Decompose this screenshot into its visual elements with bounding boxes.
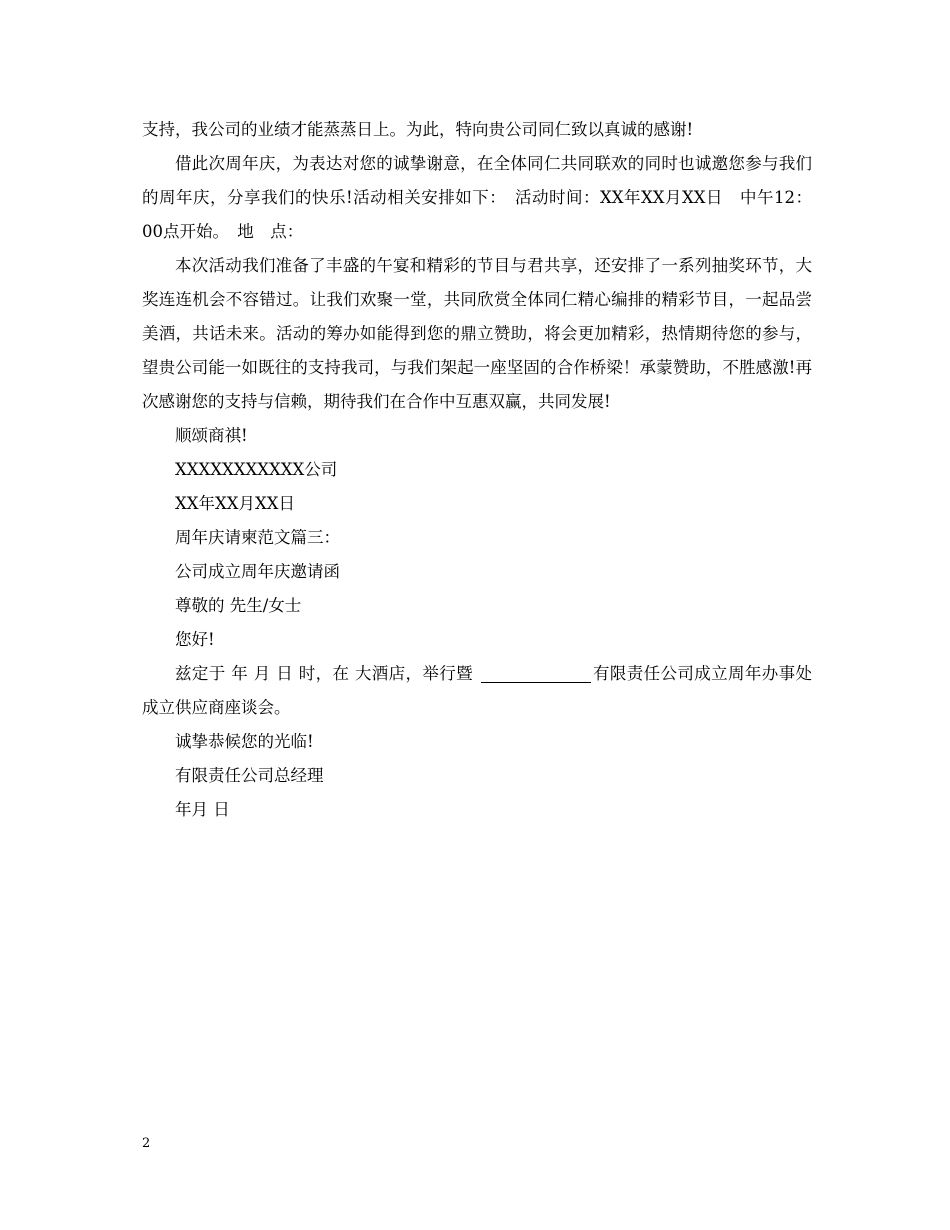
closing-signatory: 有限责任公司总经理 (175, 766, 324, 785)
document-body (142, 113, 812, 827)
closing-invite: 诚挚恭候您的光临! (175, 732, 314, 751)
section-heading: 周年庆请柬范文篇三： (175, 528, 340, 547)
paragraph-invitation (142, 657, 812, 725)
invitation-text-after: 有限责任公司成立周年办事处成立供应商座谈会。 (142, 664, 812, 717)
signature-company: XXXXXXXXXXX公司 (175, 460, 338, 479)
signature-date: XX年XX月XX日 (175, 494, 295, 513)
paragraph-event-arrangement: 借此次周年庆，为表达对您的诚挚谢意，在全体同仁共同联欢的同时也诚邀您参与我们的周年庆，分享我们的快乐!活动相关安排如下： 活动时间：XX年XX月XX日 中午12：00点开始。 地 点： (142, 154, 812, 241)
invitation-title: 公司成立周年庆邀请函 (175, 562, 340, 581)
salutation: 尊敬的 先生/女士 (175, 596, 302, 615)
paragraph-thanks: 支持，我公司的业绩才能蒸蒸日上。为此，特向贵公司同仁致以真诚的感谢! (142, 120, 694, 139)
paragraph-event-details: 本次活动我们准备了丰盛的午宴和精彩的节目与君共享，还安排了一系列抽奖环节，大奖连连机会不容错过。让我们欢聚一堂，共同欣赏全体同仁精心编排的精彩节目，一起品尝美酒，共话未来。活动的筹办如能得到您的鼎立赞助，将会更加精彩，热情期待您的参与，望贵公司能一如既往的支持我司，与我们架起一座坚固的合作桥梁！承蒙赞助，不胜感激!再次感谢您的支持与信赖，期待我们在合作中互惠双赢，共同发展! (142, 256, 812, 411)
closing-greeting: 顺颂商祺! (175, 426, 248, 445)
greeting: 您好! (175, 630, 215, 649)
invitation-text-before: 兹定于 年 月 日 时，在 大酒店，举行暨 (175, 664, 479, 683)
closing-date: 年月 日 (175, 800, 230, 819)
page-number: 2 (142, 1136, 151, 1151)
fill-in-blank (481, 664, 591, 683)
